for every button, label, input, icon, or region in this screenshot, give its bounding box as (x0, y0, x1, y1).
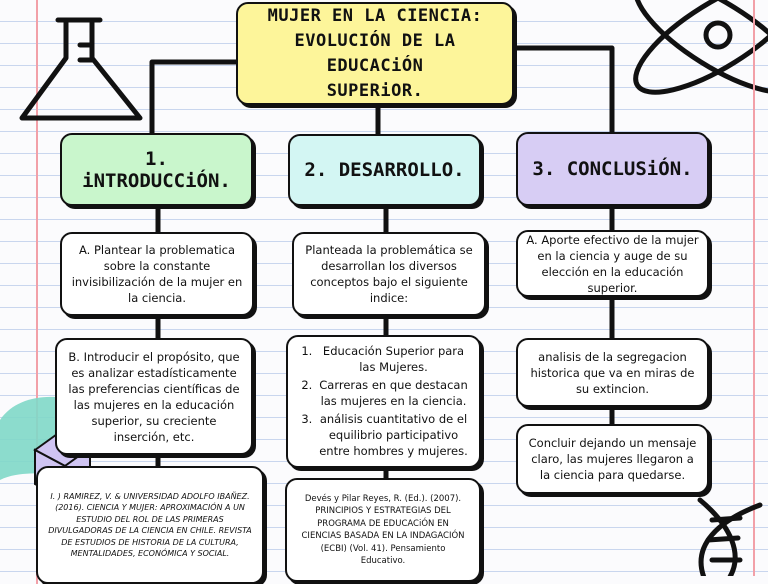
heading-desarrollo (288, 134, 481, 206)
conclusion-item-a: A. Aporte efectivo de la mujer en la ciencia y auge de su elección en la educación superior. (516, 230, 709, 297)
title-line-3: SUPERiOR. (326, 80, 424, 101)
heading-introduccion (60, 133, 253, 206)
desarrollo-index-list (286, 335, 481, 468)
desarrollo-reference: Devés y Pilar Reyes, R. (Ed.). (2007). PRINCIPIOS Y ESTRATEGIAS DEL PROGRAMA DE EDUCACiÓN EN CIENCIAS BASADA EN LA INDAGACIÓN (ECBI) (Vol. 41). Pensamiento Educativo. (285, 478, 481, 582)
title-line-2: EVOLUCIÓN DE LA EDUCACiÓN (294, 30, 456, 76)
index-list (296, 343, 471, 461)
conclusion-item-c: Concluir dejando un mensaje claro, las mujeres llegaron a la ciencia para quedarse. (516, 424, 709, 494)
index-item-3: 3. análisis cuantitativo de el equilibrio participativo entre hombres y mujeres. (316, 411, 471, 459)
atom-icon (620, 0, 768, 112)
introduccion-item-a: A. Plantear la problematica sobre la constante invisibilización de la mujer en la ciencia. (60, 232, 254, 316)
index-item-1: 1. Educación Superior para las Mujeres. (316, 343, 471, 375)
heading-conclusion-label: 3. CONCLUSiÓN. (532, 158, 693, 180)
title-box (236, 2, 514, 105)
dna-icon (700, 500, 760, 576)
conclusion-item-b: analisis de la segregacion historica que va en miras de su extincion. (516, 338, 709, 407)
title-line-1: MUJER EN LA CIENCIA: (267, 5, 483, 26)
heading-introduccion-label: 1. iNTRODUCCiÓN. (82, 147, 231, 192)
desarrollo-intro: Planteada la problemática se desarrollan los diversos conceptos bajo el siguiente indice: (292, 232, 486, 316)
heading-conclusion (516, 132, 709, 206)
index-item-2: 2. Carreras en que destacan las mujeres en la ciencia. (316, 377, 471, 409)
introduccion-item-b: B. Introducir el propósito, que es analizar estadísticamente las preferencias científicas de las mujeres en la educación superior, su creciente inserción, etc. (55, 338, 253, 455)
introduccion-reference: I. ) RAMIREZ, V. & UNIVERSIDAD ADOLFO IBAÑEZ. (2016). CIENCIA Y MUJER: APROXIMACIÓN A UN ESTUDIO DEL ROL DE LAS PRIMERAS DIVULGADORAS DE LA CIENCIA EN CHILE. REVISTA DE ESTUDIOS DE HISTORIA DE LA CULTURA, MENTALIDADES, ECONÓMICA Y SOCIAL. (36, 466, 264, 584)
flask-icon (22, 20, 140, 118)
heading-desarrollo-label: 2. DESARROLLO. (304, 159, 465, 181)
